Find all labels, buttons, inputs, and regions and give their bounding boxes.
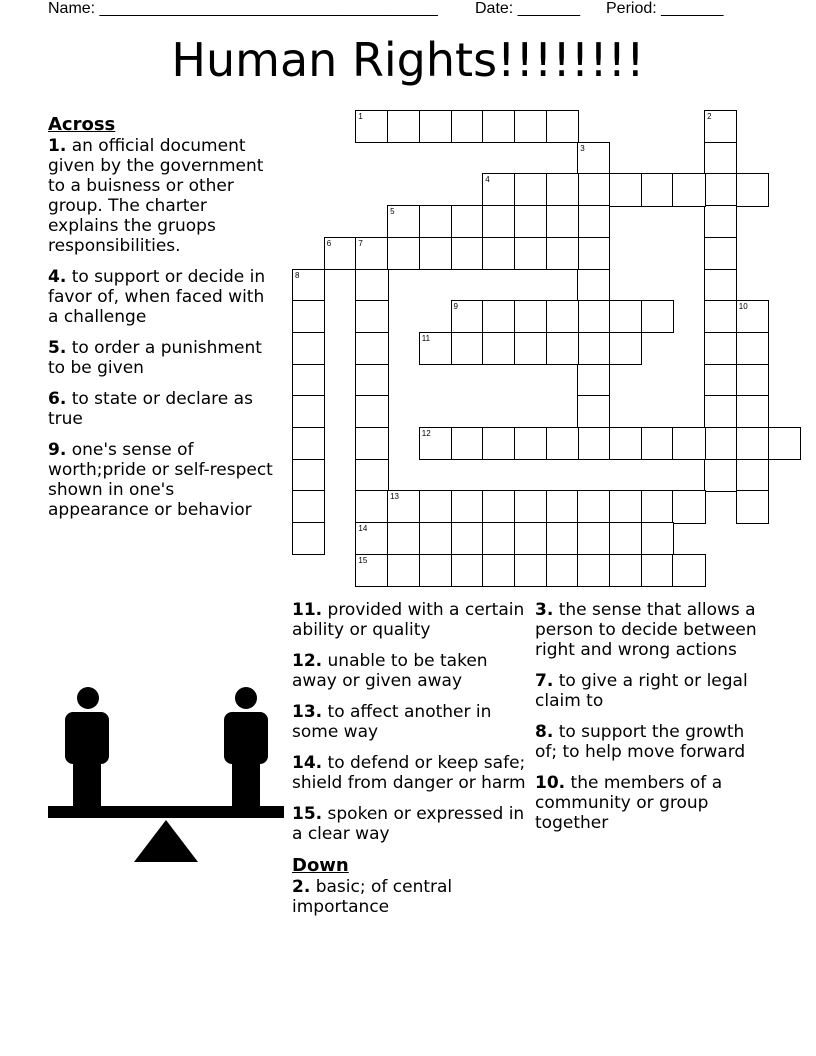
- clue-across-4: 4. to support or decide in favor of, when faced with a challenge: [48, 267, 266, 327]
- grid-cell[interactable]: [577, 300, 610, 333]
- grid-cell[interactable]: [355, 110, 388, 143]
- grid-cell[interactable]: [672, 554, 705, 587]
- grid-cell[interactable]: [355, 490, 388, 523]
- cell-number: 10: [738, 302, 748, 312]
- cell-number: 1: [358, 112, 363, 121]
- down-clues-right: [535, 600, 767, 844]
- grid-cell[interactable]: [324, 237, 357, 270]
- grid-cell[interactable]: [672, 490, 705, 523]
- grid-cell[interactable]: [387, 205, 420, 238]
- clue-across-9: 9. one's sense of worth;pride or self-respect shown in one's appearance or behavior: [48, 440, 273, 520]
- grid-cell[interactable]: [514, 110, 547, 143]
- grid-cell[interactable]: [546, 332, 579, 365]
- grid-cell[interactable]: [577, 427, 610, 460]
- grid-cell[interactable]: [609, 332, 642, 365]
- grid-cell[interactable]: [736, 395, 769, 428]
- grid-cell[interactable]: [419, 554, 452, 587]
- cell-number: 5: [390, 207, 395, 217]
- clue-across-11: 11. provided with a certain ability or quality: [292, 600, 525, 640]
- cell-number: 8: [295, 270, 300, 280]
- grid-cell[interactable]: [641, 554, 674, 587]
- grid-cell[interactable]: [451, 205, 484, 238]
- grid-cell[interactable]: [451, 300, 484, 333]
- cell-number: 15: [358, 555, 368, 565]
- grid-cell[interactable]: [672, 427, 705, 460]
- page-title: Human Rights!!!!!!!!: [171, 33, 645, 87]
- clue-across-14: 14. to defend or keep safe; shield from danger or harm: [292, 753, 526, 793]
- cell-number: 13: [390, 492, 399, 502]
- scale-balance-people-icon: [48, 680, 288, 870]
- grid-cell[interactable]: [704, 332, 737, 365]
- grid-cell[interactable]: [514, 205, 547, 238]
- grid-cell[interactable]: [482, 110, 515, 143]
- grid-cell[interactable]: [577, 237, 610, 270]
- name-field[interactable]: Name: ______________________________________: [48, 0, 438, 17]
- grid-cell[interactable]: [546, 300, 579, 333]
- grid-cell[interactable]: [514, 300, 547, 333]
- across-heading: Across: [48, 114, 116, 135]
- grid-cell[interactable]: [387, 522, 420, 555]
- grid-cell[interactable]: [387, 237, 420, 270]
- grid-cell[interactable]: [355, 300, 388, 333]
- grid-cell[interactable]: [704, 427, 737, 460]
- grid-cell[interactable]: [292, 459, 325, 492]
- grid-cell[interactable]: [704, 300, 737, 333]
- down-heading: Down: [292, 855, 349, 876]
- grid-cell[interactable]: [482, 173, 515, 206]
- grid-cell[interactable]: [292, 300, 325, 333]
- grid-cell[interactable]: [514, 173, 547, 206]
- grid-cell[interactable]: [355, 237, 388, 270]
- grid-cell[interactable]: [292, 332, 325, 365]
- across-clues-middle: [292, 600, 528, 928]
- period-field[interactable]: Period: _______: [606, 0, 724, 17]
- grid-cell[interactable]: [736, 490, 769, 523]
- grid-cell[interactable]: [292, 395, 325, 428]
- grid-cell[interactable]: [577, 332, 610, 365]
- grid-cell[interactable]: [641, 522, 674, 555]
- grid-cell[interactable]: [355, 554, 388, 587]
- grid-cell[interactable]: [514, 237, 547, 270]
- grid-cell[interactable]: [355, 522, 388, 555]
- cell-number: 6: [326, 238, 332, 248]
- grid-cell[interactable]: [609, 173, 642, 206]
- grid-cell[interactable]: [451, 522, 484, 555]
- grid-cell[interactable]: [704, 269, 737, 302]
- cell-number: 14: [358, 524, 368, 534]
- clue-across-13: 13. to affect another in some way: [292, 702, 492, 742]
- grid-cell[interactable]: [292, 522, 325, 555]
- grid-cell[interactable]: [419, 490, 452, 523]
- grid-cell[interactable]: [292, 490, 325, 523]
- grid-cell[interactable]: [451, 490, 484, 523]
- grid-cell[interactable]: [451, 332, 484, 365]
- grid-cell[interactable]: [482, 427, 515, 460]
- grid-cell[interactable]: [419, 110, 452, 143]
- grid-cell[interactable]: [482, 490, 515, 523]
- grid-cell[interactable]: [641, 300, 674, 333]
- grid-cell[interactable]: [482, 237, 515, 270]
- grid-cell[interactable]: [355, 332, 388, 365]
- grid-cell[interactable]: [736, 332, 769, 365]
- grid-cell[interactable]: [546, 237, 579, 270]
- grid-cell[interactable]: [546, 110, 579, 143]
- grid-cell[interactable]: [609, 300, 642, 333]
- grid-cell[interactable]: [641, 173, 674, 206]
- grid-cell[interactable]: [577, 205, 610, 238]
- cell-number: 7: [358, 238, 363, 248]
- grid-cell[interactable]: [546, 554, 579, 587]
- clue-across-6: 6. to state or declare as true: [48, 389, 253, 429]
- grid-cell[interactable]: [577, 395, 610, 428]
- grid-cell[interactable]: [577, 522, 610, 555]
- grid-cell[interactable]: [482, 554, 515, 587]
- clue-down-2: 2. basic; of central importance: [292, 877, 453, 917]
- grid-cell[interactable]: [609, 554, 642, 587]
- grid-cell[interactable]: [451, 110, 484, 143]
- clue-down-8: 8. to support the growth of; to help move forward: [535, 722, 746, 762]
- grid-cell[interactable]: [736, 173, 769, 206]
- grid-cell[interactable]: [419, 237, 452, 270]
- grid-cell[interactable]: [355, 364, 388, 397]
- grid-cell[interactable]: [577, 554, 610, 587]
- grid-cell[interactable]: [577, 490, 610, 523]
- grid-cell[interactable]: [451, 237, 484, 270]
- grid-cell[interactable]: [704, 205, 737, 238]
- grid-cell[interactable]: [482, 522, 515, 555]
- grid-cell[interactable]: [577, 173, 610, 206]
- grid-cell[interactable]: [419, 205, 452, 238]
- clue-across-15: 15. spoken or expressed in a clear way: [292, 804, 525, 844]
- grid-cell[interactable]: [704, 237, 737, 270]
- grid-cell[interactable]: [546, 490, 579, 523]
- grid-cell[interactable]: [546, 427, 579, 460]
- grid-cell[interactable]: [736, 300, 769, 333]
- grid-cell[interactable]: [355, 459, 388, 492]
- cell-number: 4: [485, 175, 490, 185]
- grid-cell[interactable]: [704, 364, 737, 397]
- cell-number: 2: [707, 112, 712, 121]
- grid-cell[interactable]: [768, 427, 801, 460]
- grid-cell[interactable]: [514, 427, 547, 460]
- grid-cell[interactable]: [419, 522, 452, 555]
- grid-cell[interactable]: [546, 173, 579, 206]
- grid-cell[interactable]: [546, 522, 579, 555]
- cell-number: 11: [421, 333, 431, 343]
- grid-cell[interactable]: [609, 490, 642, 523]
- grid-cell[interactable]: [736, 427, 769, 460]
- grid-cell[interactable]: [514, 522, 547, 555]
- clue-down-10: 10. the members of a community or group together: [535, 773, 723, 833]
- grid-cell[interactable]: [672, 173, 705, 206]
- grid-cell[interactable]: [514, 554, 547, 587]
- grid-cell[interactable]: [736, 364, 769, 397]
- cell-number: 12: [421, 429, 431, 438]
- grid-cell[interactable]: [387, 554, 420, 587]
- grid-cell[interactable]: [387, 490, 420, 523]
- grid-cell[interactable]: [387, 110, 420, 143]
- grid-cell[interactable]: [577, 364, 610, 397]
- across-clues-left: [48, 114, 280, 531]
- grid-cell[interactable]: [609, 427, 642, 460]
- grid-cell[interactable]: [514, 490, 547, 523]
- grid-cell[interactable]: [514, 332, 547, 365]
- cell-number: 3: [580, 143, 585, 153]
- header-fields: [48, 0, 768, 20]
- grid-cell[interactable]: [704, 142, 737, 175]
- grid-cell[interactable]: [577, 269, 610, 302]
- grid-cell[interactable]: [704, 395, 737, 428]
- grid-cell[interactable]: [292, 427, 325, 460]
- clue-across-1: 1. an official document given by the government to a buisness or other group. The charter explains the gruops responsibilities.: [48, 136, 264, 256]
- grid-cell[interactable]: [451, 427, 484, 460]
- clue-down-3: 3. the sense that allows a person to decide between right and wrong actions: [535, 600, 757, 660]
- grid-cell[interactable]: [704, 110, 737, 143]
- date-field[interactable]: Date: _______: [475, 0, 580, 17]
- grid-cell[interactable]: [577, 142, 610, 175]
- grid-cell[interactable]: [704, 459, 737, 492]
- grid-cell[interactable]: [641, 490, 674, 523]
- grid-cell[interactable]: [355, 427, 388, 460]
- grid-cell[interactable]: [292, 364, 325, 397]
- grid-cell[interactable]: [704, 173, 737, 206]
- grid-cell[interactable]: [546, 205, 579, 238]
- grid-cell[interactable]: [482, 205, 515, 238]
- grid-cell[interactable]: [419, 332, 452, 365]
- grid-cell[interactable]: [355, 269, 388, 302]
- clue-down-7: 7. to give a right or legal claim to: [535, 671, 748, 711]
- grid-cell[interactable]: [736, 459, 769, 492]
- grid-cell[interactable]: [482, 300, 515, 333]
- grid-cell[interactable]: [292, 269, 325, 302]
- clue-across-5: 5. to order a punishment to be given: [48, 338, 262, 378]
- grid-cell[interactable]: [419, 427, 452, 460]
- grid-cell[interactable]: [355, 395, 388, 428]
- grid-cell[interactable]: [482, 332, 515, 365]
- cell-number: 9: [453, 302, 458, 312]
- grid-cell[interactable]: [609, 522, 642, 555]
- grid-cell[interactable]: [451, 554, 484, 587]
- grid-cell[interactable]: [641, 427, 674, 460]
- clue-across-12: 12. unable to be taken away or given away: [292, 651, 488, 691]
